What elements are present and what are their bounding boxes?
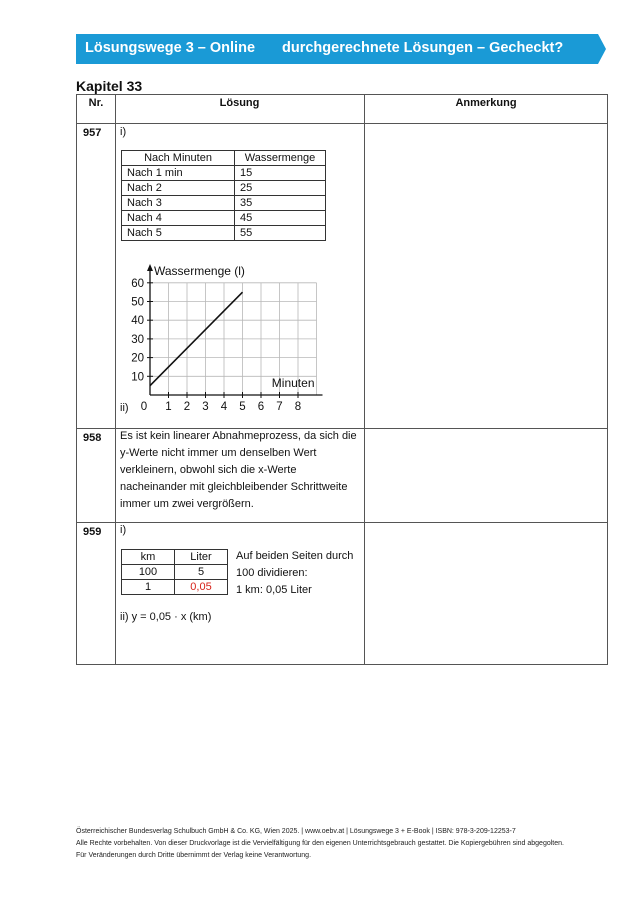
table-cell: Liter [175,550,228,565]
x-tick-label: 6 [257,401,265,413]
footer-line: Für Veränderungen durch Dritte übernimmt der Verlag keine Verantwortung. [76,852,312,859]
y-axis-arrow [147,264,153,271]
y-tick-label: 40 [131,315,144,328]
x-tick-label: 4 [220,401,228,413]
header-loesung: Lösung [219,97,260,109]
column-divider [115,95,116,664]
table-cell: 45 [235,211,326,226]
table-row [122,181,326,196]
y-tick-label: 10 [131,371,144,384]
task-number-958: 958 [83,432,102,444]
answer-line: verkleinern, obwohl sich die x-Werte [120,464,297,476]
table-cell: 35 [235,196,326,211]
table-cell: Nach 2 [122,181,235,196]
x-axis-label: Minuten [271,376,315,390]
chapter-heading: Kapitel 33 [76,78,143,94]
x-tick-label: 3 [202,401,209,413]
table-cell: 25 [235,181,326,196]
table-row [122,211,326,226]
answer-line: y-Werte nicht immer um denselben Wert [120,447,317,459]
task959-value-table [121,549,228,595]
table-cell: 1 [122,580,175,595]
water-amount-chart [118,262,330,420]
table-cell: Nach 3 [122,196,235,211]
x-tick-label: 0 [140,401,148,413]
table-cell: Wassermenge [235,151,326,166]
y-tick-label: 50 [131,296,144,309]
task957-part-ii-label: ii) [120,402,129,414]
task-number-959: 959 [83,526,102,538]
header-title: Lösungswege 3 – Online [85,40,256,56]
y-tick-label: 20 [131,352,144,365]
highlighted-result-cell: 0,05 [175,580,228,595]
table-cell: Nach 1 min [122,166,235,181]
y-tick-label: 60 [131,277,144,290]
task958-answer [120,428,357,513]
note-line: Auf beiden Seiten durch [236,550,354,562]
task959-note [236,548,353,599]
row-divider [77,123,607,124]
task959-part-ii: ii) y = 0,05 · x (km) [120,611,212,623]
y-tick-label: 30 [131,333,144,346]
table-cell: 100 [122,565,175,580]
footer-line: Alle Rechte vorbehalten. Von dieser Druckvorlage ist die Vervielfältigung für den eigenen Unterrichtsgebrauch gestattet. Die Kopiergebühren sind abgegolten. [76,840,564,847]
x-tick-label: 7 [276,401,283,413]
table-cell: Nach 5 [122,226,235,241]
header-banner [76,34,606,64]
table-cell: 5 [175,565,228,580]
footer-line: Österreichischer Bundesverlag Schulbuch GmbH & Co. KG, Wien 2025. | www.oebv.at | Lösungswege 3 + E-Book | ISBN: 978-3-209-12253-7 [76,828,516,835]
table-row [122,580,228,595]
table-cell: Nach 4 [122,211,235,226]
x-tick-label: 8 [294,401,302,413]
table-row [122,196,326,211]
x-tick-label: 1 [165,401,172,413]
table-cell: 15 [235,166,326,181]
table-row [122,550,228,565]
table-row [122,226,326,241]
table-row [122,565,228,580]
answer-line: Es ist kein linearer Abnahmeprozess, da sich die [120,430,357,442]
answer-line: immer um zwei vergrößern. [120,498,254,510]
y-axis-label: Wassermenge (l) [154,264,245,278]
table-row [122,166,326,181]
note-line: 1 km: 0,05 Liter [236,584,312,596]
table-row [122,151,326,166]
answer-line: nacheinander mit gleichbleibender Schrittweite [120,481,348,493]
header-nr: Nr. [88,97,104,109]
footer [76,826,564,862]
x-tick-label: 2 [183,401,191,413]
note-line: 100 dividieren: [236,567,308,579]
header-subtitle: durchgerechnete Lösungen – Gecheckt? [282,40,564,56]
task957-value-table [121,150,326,241]
row-divider [77,522,607,523]
task-number-957: 957 [83,127,102,139]
header-anmerkung: Anmerkung [455,97,517,109]
task957-part-i-label: i) [120,126,127,138]
table-cell: 55 [235,226,326,241]
task959-part-i-label: i) [120,524,127,536]
table-cell: km [122,550,175,565]
x-tick-label: 5 [239,401,246,413]
column-divider [364,95,365,664]
table-cell: Nach Minuten [122,151,235,166]
